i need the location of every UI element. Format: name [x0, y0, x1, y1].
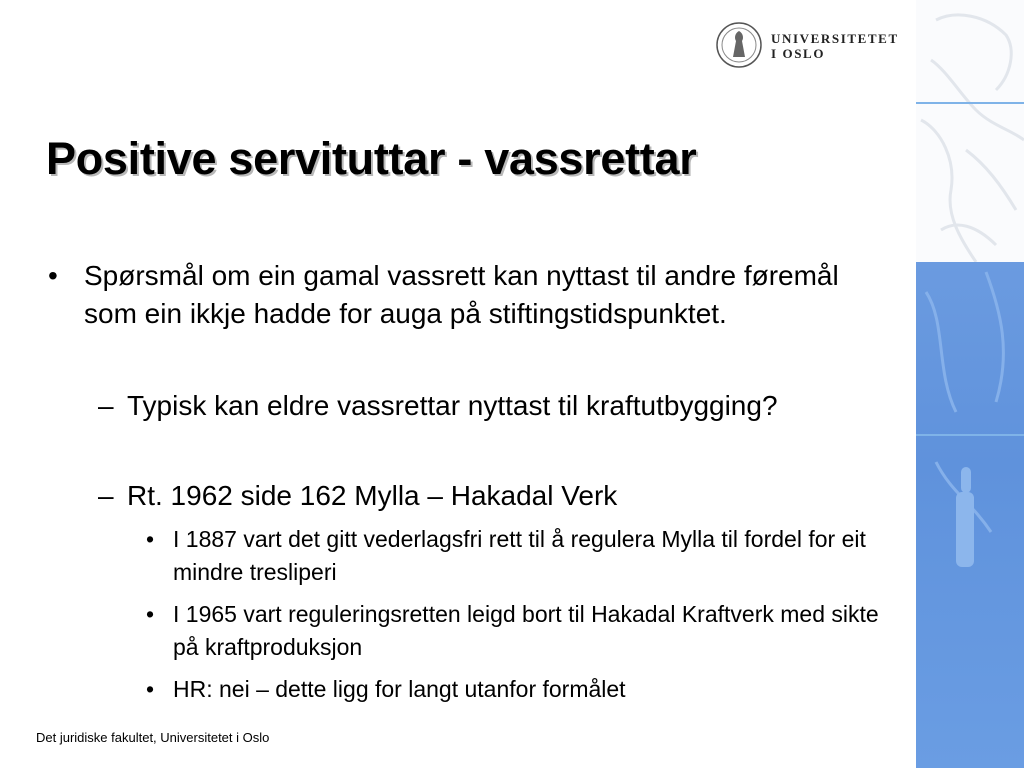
bullet-dash: –	[98, 480, 114, 511]
slide-title: Positive servituttar - vassrettar	[46, 133, 697, 184]
bullet-text: I 1965 vart reguleringsretten leigd bort til Hakadal Kraftverk med sikte på kraftproduksjon	[173, 601, 879, 660]
statue-illustration	[916, 0, 1024, 262]
logo-line-2: I OSLO	[771, 46, 826, 61]
bullet-text: HR: nei – dette ligg for langt utanfor formålet	[173, 676, 626, 702]
university-seal-icon	[715, 21, 763, 69]
bullet-dot: •	[146, 601, 155, 627]
bullet-level-3	[146, 673, 886, 706]
bullet-level-2	[98, 477, 868, 515]
university-name	[771, 31, 899, 61]
decorative-side-band	[916, 0, 1024, 768]
bullet-level-3	[146, 598, 886, 664]
bullet-dot: •	[146, 676, 155, 702]
slide-footer: Det juridiske fakultet, Universitetet i Oslo	[36, 730, 270, 745]
bullet-text: Spørsmål om ein gamal vassrett kan nyttast til andre føremål som ein ikkje hadde for auga på stiftingstidspunktet.	[84, 260, 839, 329]
bullet-text: I 1887 vart det gitt vederlagsfri rett til å regulera Mylla til fordel for eit mindre tresliperi	[173, 526, 866, 585]
bullet-level-2	[98, 387, 868, 425]
side-band-upper	[916, 0, 1024, 262]
bullet-text: Typisk kan eldre vassrettar nyttast til kraftutbygging?	[127, 390, 778, 421]
logo-line-1: UNIVERSITETET	[771, 31, 899, 46]
bullet-level-3	[146, 523, 886, 589]
bullet-dash: –	[98, 390, 114, 421]
bullet-text: Rt. 1962 side 162 Mylla – Hakadal Verk	[127, 480, 618, 511]
university-logo	[713, 19, 903, 71]
bullet-dot: •	[146, 526, 155, 552]
side-band-divider-top	[916, 102, 1024, 104]
bullet-level-1	[48, 257, 898, 333]
side-band-divider-bottom	[916, 434, 1024, 436]
side-band-lower	[916, 262, 1024, 768]
bullet-dot: •	[48, 260, 58, 291]
statue-silhouette	[916, 262, 1024, 768]
